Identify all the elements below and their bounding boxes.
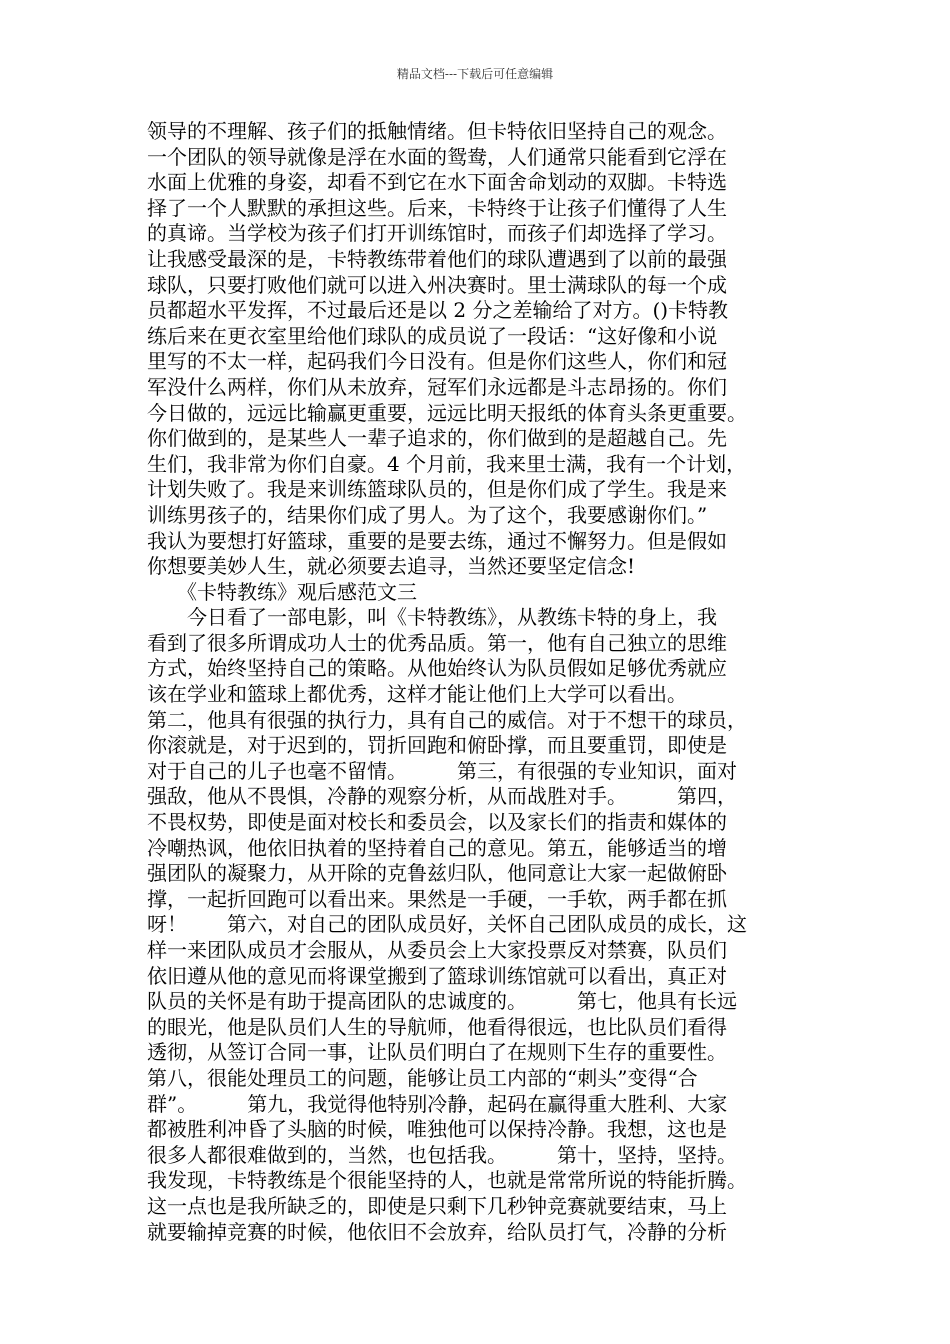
text-line: 都被胜利冲昏了头脑的时候，唯独他可以保持冷静。我想，这也是 — [147, 1117, 727, 1142]
text-line: 军没什么两样，你们从未放弃，冠军们永远都是斗志昂扬的。你们 — [147, 374, 727, 399]
text-line: 这一点也是我所缺乏的，即使是只剩下几秒钟竞赛就要结束，马上 — [147, 1193, 727, 1218]
text-line: 强敌，他从不畏惧，冷静的观察分析，从而战胜对手。 第四， — [147, 784, 737, 809]
text-line: 依旧遵从他的意见而将课堂搬到了篮球训练馆就可以看出，真正对 — [147, 963, 727, 988]
text-line: 强团队的凝聚力，从开除的克鲁兹归队，他同意让大家一起做俯卧 — [147, 861, 727, 886]
text-line: 领导的不理解、孩子们的抵触情绪。但卡特依旧坚持自己的观念。 — [147, 119, 727, 143]
text-line: 训练男孩子的，结果你们成了男人。为了这个，我要感谢你们。” — [147, 502, 708, 527]
text-line: 不畏权势，即使是面对校长和委员会，以及家长们的指责和媒体的 — [147, 810, 727, 835]
text-line: 你想要美妙人生，就必须要去追寻，当然还要坚定信念! — [147, 554, 636, 579]
text-line: 就要输掉竞赛的时候，他依旧不会放弃，给队员打气，冷静的分析 — [147, 1219, 727, 1244]
page-header: 精品文档---下载后可任意编辑 — [396, 67, 554, 81]
text-line: 生们，我非常为你们自豪。4 个月前，我来里士满，我有一个计划， — [147, 451, 747, 476]
text-line: 该在学业和篮球上都优秀，这样才能让他们上大学可以看出。 — [147, 682, 687, 707]
text-line: 群”。 第九，我觉得他特别冷静，起码在赢得重大胜利、大家 — [147, 1091, 728, 1116]
text-line: 今日看了一部电影，叫《卡特教练》，从教练卡特的身上，我 — [147, 605, 717, 630]
text-line: 呀！ 第六，对自己的团队成员好，关怀自己团队成员的成长，这 — [147, 912, 747, 937]
text-line: 员都超水平发挥，不过最后还是以 2 分之差输给了对方。()卡特教 — [147, 298, 729, 323]
text-line: 冷嘲热讽，他依旧执着的坚持着自己的意见。第五，能够适当的增 — [147, 835, 727, 860]
text-line: 对于自己的儿子也毫不留情。 第三，有很强的专业知识，面对 — [147, 758, 737, 783]
text-line: 的真谛。当学校为孩子们打开训练馆时，而孩子们却选择了学习。 — [147, 221, 727, 246]
text-line: 今日做的，远远比输赢更重要，远远比明天报纸的体育头条更重要。 — [147, 400, 747, 425]
text-line: 我发现，卡特教练是个很能坚持的人，也就是常常所说的特能折腾。 — [147, 1168, 747, 1193]
text-line: 很多人都很难做到的，当然，也包括我。 第十，坚持，坚持。 — [147, 1142, 737, 1167]
text-line: 我认为要想打好篮球，重要的是要去练，通过不懈努力。但是假如 — [147, 528, 727, 553]
text-line: 方式，始终坚持自己的策略。从他始终认为队员假如足够优秀就应 — [147, 656, 727, 681]
text-line: 第二，他具有很强的执行力，具有自己的威信。对于不想干的球员， — [147, 707, 747, 732]
text-line: 撑，一起折回跑可以看出来。果然是一手硬，一手软，两手都在抓 — [147, 886, 727, 911]
text-line: 看到了很多所谓成功人士的优秀品质。第一，他有自己独立的思维 — [147, 630, 727, 655]
text-line: 《卡特教练》观后感范文三 — [147, 579, 417, 604]
text-line: 计划失败了。我是来训练篮球队员的，但是你们成了学生。我是来 — [147, 477, 727, 502]
text-line: 择了一个人默默的承担这些。后来，卡特终于让孩子们懂得了人生 — [147, 195, 727, 220]
text-line: 第八，很能处理员工的问题，能够让员工内部的“刺头”变得“合 — [147, 1065, 698, 1090]
text-line: 水面上优雅的身姿，却看不到它在水下面舍命划动的双脚。卡特选 — [147, 170, 727, 195]
text-line: 你滚就是，对于迟到的，罚折回跑和俯卧撑，而且要重罚，即使是 — [147, 733, 727, 758]
text-line: 队员的关怀是有助于提高团队的忠诚度的。 第七，他具有长远 — [147, 989, 737, 1014]
text-line: 里写的不太一样，起码我们今日没有。但是你们这些人，你们和冠 — [147, 349, 727, 374]
text-line: 样一来团队成员才会服从，从委员会上大家投票反对禁赛，队员们 — [147, 938, 727, 962]
text-line: 你们做到的，是某些人一辈子追求的，你们做到的是超越自己。先 — [147, 426, 727, 451]
text-line: 练后来在更衣室里给他们球队的成员说了一段话：“这好像和小说 — [147, 323, 718, 348]
text-line: 的眼光，他是队员们人生的导航师，他看得很远，也比队员们看得 — [147, 1014, 727, 1039]
text-line: 球队，只要打败他们就可以进入州决赛时。里士满球队的每一个成 — [147, 272, 727, 297]
document-body — [147, 119, 807, 1245]
text-line: 一个团队的领导就像是浮在水面的鸳鸯，人们通常只能看到它浮在 — [147, 144, 727, 169]
text-line: 让我感受最深的是，卡特教练带着他们的球队遭遇到了以前的最强 — [147, 246, 727, 271]
text-line: 透彻，从签订合同一事，让队员们明白了在规则下生存的重要性。 — [147, 1040, 727, 1065]
